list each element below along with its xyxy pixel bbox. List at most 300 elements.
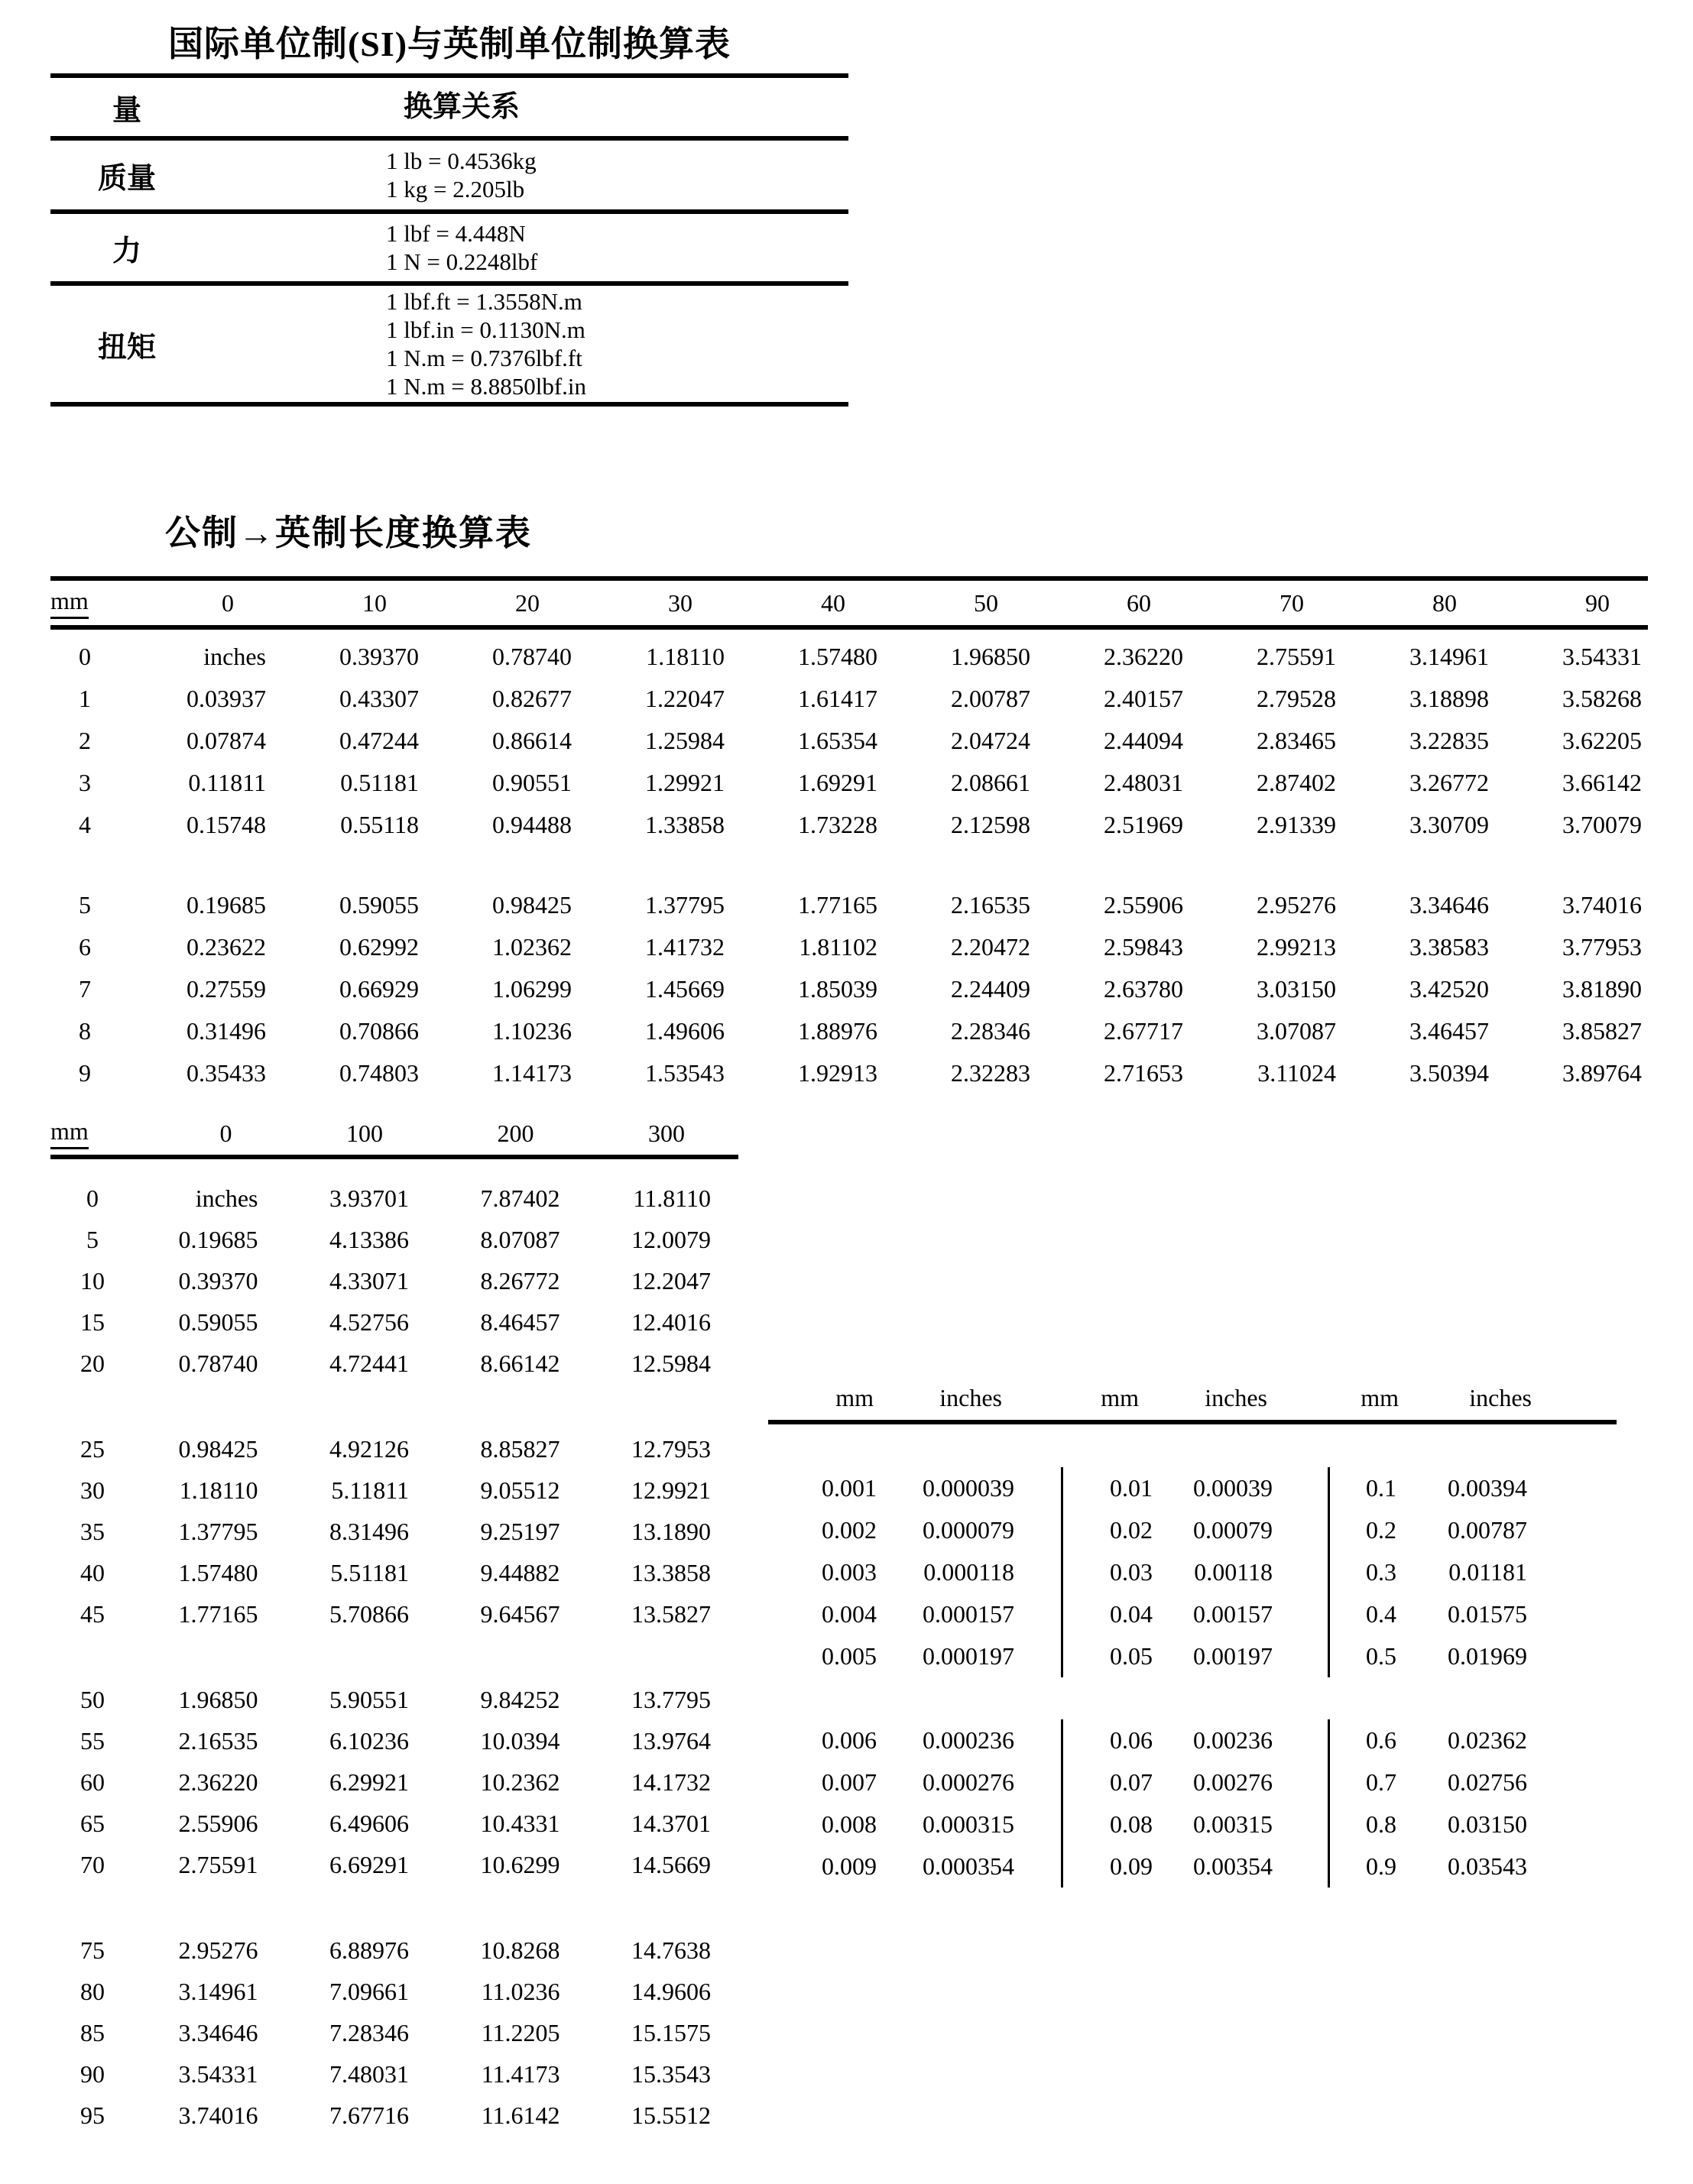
row-label: 25	[80, 1434, 105, 1463]
table-row	[50, 2095, 738, 2136]
table-cell: 0.55118	[340, 811, 419, 838]
table-cell: 3.66142	[1562, 769, 1642, 796]
table-row	[50, 1593, 738, 1635]
table-cell: 0.8	[1328, 1803, 1404, 1845]
table-cell: 0.06	[1061, 1719, 1160, 1761]
table-cell: 0.59055	[339, 891, 419, 919]
row-label: 35	[80, 1517, 105, 1545]
table-cell: 0.001	[822, 1474, 877, 1502]
table-cell: 0.00236	[1193, 1726, 1273, 1754]
row-label: 质量	[97, 162, 156, 195]
hundreds-table-header-row	[50, 1112, 738, 1159]
table-cell: 2.59843	[1104, 933, 1183, 961]
table-cell: inches	[203, 643, 266, 670]
row-label: 8	[79, 1017, 91, 1045]
table-cell: 15.1575	[631, 2018, 711, 2046]
table-cell: 6.88976	[329, 1936, 409, 1964]
table-cell: 3.54331	[178, 2059, 258, 2088]
row-label: 1	[79, 685, 91, 712]
row-label: 0	[86, 1184, 99, 1212]
table-cell: 8.07087	[480, 1225, 560, 1253]
table-cell: 0.19685	[186, 891, 266, 919]
row-group	[50, 1679, 738, 1885]
row-label: 50	[80, 1685, 105, 1713]
table-cell: 3.38583	[1409, 933, 1489, 961]
conversion-line: 1 N.m = 0.7376lbf.ft	[386, 345, 582, 371]
table-cell: 0.00157	[1193, 1600, 1273, 1628]
row-label: 60	[80, 1768, 105, 1796]
table-cell: 1.06299	[492, 975, 572, 1003]
row-label: 95	[80, 2101, 105, 2129]
table-row	[50, 1178, 738, 1219]
row-label: 30	[80, 1476, 105, 1504]
conversion-line: 1 lb = 0.4536kg	[386, 147, 537, 174]
table-cell: 6.10236	[329, 1726, 409, 1755]
table-cell: 2.36220	[178, 1768, 258, 1796]
table-cell: 3.70079	[1562, 811, 1642, 838]
table-cell: 2.08661	[951, 769, 1030, 796]
table-cell: 2.99213	[1257, 933, 1336, 961]
conversion-lines	[203, 147, 537, 203]
table-cell: 1.69291	[798, 769, 877, 796]
table-cell: 3.50394	[1409, 1059, 1489, 1087]
table-cell: 0.05	[1061, 1635, 1160, 1677]
table-cell: 2.71653	[1104, 1059, 1183, 1087]
table-cell: 2.28346	[951, 1017, 1030, 1045]
table-cell: 5.51181	[330, 1558, 409, 1586]
table-cell: 3.34646	[1409, 891, 1489, 919]
length-conversion-table	[50, 510, 1648, 1094]
table-cell: 0.01575	[1448, 1600, 1527, 1628]
table-cell: 13.3858	[631, 1558, 711, 1586]
table-cell: 0.39370	[178, 1266, 258, 1295]
table-cell: 0.7	[1328, 1761, 1404, 1803]
table-cell: 0.004	[822, 1600, 877, 1628]
table-cell: 14.7638	[631, 1936, 711, 1964]
table-cell: 3.14961	[1409, 643, 1489, 670]
table-cell: 0.00354	[1193, 1852, 1273, 1880]
table-cell: 12.7953	[631, 1434, 711, 1463]
table-cell: 3.34646	[178, 2018, 258, 2046]
table-cell: 1.92913	[798, 1059, 877, 1087]
table-cell: 0.35433	[186, 1059, 266, 1087]
table-cell: 0.90551	[492, 769, 572, 796]
table-cell: 2.32283	[951, 1059, 1030, 1087]
table-cell: 0.27559	[186, 975, 266, 1003]
table-row	[768, 1467, 1617, 1509]
table-cell: 3.93701	[329, 1184, 409, 1212]
length-table-title: 公制→英制长度换算表	[165, 514, 532, 552]
table-row	[50, 678, 1648, 720]
table-cell: 0.86614	[492, 727, 572, 754]
table-cell: 11.6142	[481, 2101, 560, 2129]
column-header: mm	[835, 1383, 874, 1411]
table-cell: 12.9921	[631, 1476, 711, 1504]
si-header-relation: 换算关系	[404, 90, 521, 123]
table-cell: 2.55906	[1104, 891, 1183, 919]
table-cell: 8.46457	[480, 1307, 560, 1336]
conversion-lines	[203, 219, 537, 276]
table-cell: 0.39370	[339, 643, 419, 670]
table-cell: 3.62205	[1562, 727, 1642, 754]
table-cell: 4.92126	[329, 1434, 409, 1463]
row-label: 3	[79, 769, 91, 796]
table-cell: 6.49606	[329, 1809, 409, 1837]
table-cell: 1.37795	[178, 1517, 258, 1545]
row-label: 力	[112, 235, 141, 267]
table-cell: 2.44094	[1104, 727, 1183, 754]
table-cell: 11.4173	[481, 2059, 560, 2088]
table-cell: 1.29921	[645, 769, 725, 796]
table-cell: 0.00079	[1193, 1516, 1273, 1544]
table-cell: 0.82677	[492, 685, 572, 712]
table-cell: 1.77165	[178, 1599, 258, 1628]
table-cell: 1.18110	[646, 643, 725, 670]
conversion-line: 1 lbf.ft = 1.3558N.m	[386, 288, 582, 315]
table-cell: 2.04724	[951, 727, 1030, 754]
table-cell: 2.36220	[1104, 643, 1183, 670]
table-cell: 3.11024	[1257, 1059, 1336, 1087]
length-table-body	[50, 636, 1648, 1094]
row-label: 15	[80, 1307, 105, 1336]
table-cell: 12.5984	[631, 1349, 711, 1377]
table-cell: 2.55906	[178, 1809, 258, 1837]
table-cell: 2.51969	[1104, 811, 1183, 838]
column-header: 300	[648, 1119, 685, 1147]
table-cell: 2.83465	[1257, 727, 1336, 754]
row-label: 0	[79, 643, 91, 670]
table-cell: 2.67717	[1104, 1017, 1183, 1045]
table-cell: 3.81890	[1562, 975, 1642, 1003]
table-cell: 0.11811	[188, 769, 266, 796]
corner-header-mm: mm	[50, 1117, 135, 1149]
table-cell: 3.89764	[1562, 1059, 1642, 1087]
table-row	[50, 2012, 738, 2053]
row-group	[50, 1930, 738, 2136]
table-cell: 2.95276	[1257, 891, 1336, 919]
table-cell: 0.09	[1061, 1845, 1160, 1888]
table-cell: 1.33858	[645, 811, 725, 838]
table-row	[50, 1260, 738, 1301]
table-cell: 0.000236	[923, 1726, 1014, 1754]
table-cell: 0.07	[1061, 1761, 1160, 1803]
column-header: 0	[222, 588, 234, 617]
table-cell: 2.91339	[1257, 811, 1336, 838]
column-header: inches	[1205, 1383, 1267, 1411]
column-header: 0	[219, 1119, 232, 1147]
table-cell: 12.2047	[631, 1266, 711, 1295]
table-cell: 10.4331	[480, 1809, 560, 1837]
table-row	[50, 214, 848, 286]
table-cell: 0.6	[1328, 1719, 1404, 1761]
column-header: 100	[346, 1119, 383, 1147]
table-row	[50, 884, 1648, 926]
conversion-lines	[203, 287, 586, 400]
table-cell: 3.03150	[1257, 975, 1336, 1003]
table-cell: 15.5512	[631, 2101, 711, 2129]
table-cell: 0.000118	[923, 1558, 1014, 1586]
table-cell: 0.000079	[923, 1516, 1014, 1544]
table-cell: 13.9764	[631, 1726, 711, 1755]
row-label: 85	[80, 2018, 105, 2046]
table-cell: 1.73228	[798, 811, 877, 838]
table-cell: 1.88976	[798, 1017, 877, 1045]
conversion-line: 1 kg = 2.205lb	[386, 176, 525, 203]
table-cell: 1.41732	[645, 933, 725, 961]
table-cell: 1.25984	[645, 727, 725, 754]
table-cell: 0.51181	[340, 769, 419, 796]
hundreds-table-body	[50, 1178, 738, 2136]
row-group	[50, 636, 1648, 846]
table-cell: 13.5827	[631, 1599, 711, 1628]
row-label: 40	[80, 1558, 105, 1586]
table-cell: 1.02362	[492, 933, 572, 961]
table-cell: 4.33071	[329, 1266, 409, 1295]
column-header: inches	[1469, 1383, 1532, 1411]
table-row	[50, 1052, 1648, 1094]
row-label: 65	[80, 1809, 105, 1837]
table-cell: 0.008	[822, 1810, 877, 1838]
table-cell: 5.90551	[329, 1685, 409, 1713]
table-row	[768, 1803, 1617, 1845]
table-cell: 3.22835	[1409, 727, 1489, 754]
table-cell: 0.02362	[1448, 1726, 1527, 1754]
table-cell: 0.04	[1061, 1593, 1160, 1635]
table-cell: 2.12598	[951, 811, 1030, 838]
table-row	[50, 1971, 738, 2012]
si-conversion-table	[50, 20, 848, 407]
table-cell: 0.000354	[923, 1852, 1014, 1880]
row-label: 20	[80, 1349, 105, 1377]
decimal-table-header-row	[768, 1376, 1617, 1424]
table-row	[768, 1593, 1617, 1635]
table-cell: 10.8268	[480, 1936, 560, 1964]
table-cell: 0.000197	[923, 1642, 1014, 1670]
table-cell: 9.84252	[480, 1685, 560, 1713]
table-cell: 8.85827	[480, 1434, 560, 1463]
table-cell: 2.75591	[1257, 643, 1336, 670]
table-row	[50, 762, 1648, 804]
table-cell: 2.24409	[951, 975, 1030, 1003]
conversion-line: 1 lbf.in = 0.1130N.m	[386, 316, 585, 343]
column-header: 50	[974, 588, 998, 617]
table-cell: 0.00118	[1194, 1558, 1273, 1586]
table-row	[50, 1679, 738, 1720]
row-label: 75	[80, 1936, 105, 1964]
table-row	[768, 1551, 1617, 1593]
table-cell: 2.75591	[178, 1850, 258, 1878]
table-cell: 0.74803	[339, 1059, 419, 1087]
table-cell: 1.96850	[178, 1685, 258, 1713]
table-cell: 9.44882	[480, 1558, 560, 1586]
table-cell: 14.5669	[631, 1850, 711, 1878]
table-row	[50, 926, 1648, 968]
table-cell: 0.19685	[178, 1225, 258, 1253]
table-row	[50, 141, 848, 214]
table-cell: 1.81102	[799, 933, 877, 961]
row-label: 9	[79, 1059, 91, 1087]
conversion-line: 1 N = 0.2248lbf	[386, 248, 538, 275]
table-cell: 13.7795	[631, 1685, 711, 1713]
table-cell: 0.005	[822, 1642, 877, 1670]
table-cell: 0.9	[1328, 1845, 1404, 1888]
table-cell: 1.37795	[645, 891, 725, 919]
table-cell: 0.08	[1061, 1803, 1160, 1845]
table-row	[50, 1428, 738, 1470]
table-cell: 1.57480	[178, 1558, 258, 1586]
column-header: 30	[668, 588, 692, 617]
table-row	[50, 1301, 738, 1343]
row-group	[768, 1719, 1617, 1888]
table-cell: 2.87402	[1257, 769, 1336, 796]
table-cell: 1.45669	[645, 975, 725, 1003]
row-label: 4	[79, 811, 91, 838]
table-cell: 14.1732	[631, 1768, 711, 1796]
table-cell: 1.49606	[645, 1017, 725, 1045]
table-row	[768, 1635, 1617, 1677]
table-cell: 0.01181	[1448, 1558, 1527, 1586]
table-cell: 0.009	[822, 1852, 877, 1880]
table-cell: 2.00787	[951, 685, 1030, 712]
conversion-line: 1 lbf = 4.448N	[386, 220, 526, 247]
table-cell: 0.59055	[178, 1307, 258, 1336]
table-cell: 10.0394	[480, 1726, 560, 1755]
table-row	[50, 1720, 738, 1761]
table-cell: 0.4	[1328, 1593, 1404, 1635]
row-label: 2	[79, 727, 91, 754]
table-cell: 0.00787	[1448, 1516, 1527, 1544]
table-cell: 0.00276	[1193, 1768, 1273, 1796]
table-row	[50, 1844, 738, 1885]
table-row	[50, 1343, 738, 1384]
table-row	[50, 286, 848, 402]
table-cell: 2.20472	[951, 933, 1030, 961]
table-row	[50, 720, 1648, 762]
table-cell: 1.18110	[179, 1476, 258, 1504]
table-cell: 0.000039	[923, 1474, 1014, 1502]
table-cell: 0.002	[822, 1516, 877, 1544]
table-row	[50, 1219, 738, 1260]
table-cell: 1.14173	[492, 1059, 572, 1087]
table-row	[50, 1010, 1648, 1052]
row-label: 10	[80, 1266, 105, 1295]
table-cell: inches	[195, 1184, 258, 1212]
table-cell: 1.53543	[645, 1059, 725, 1087]
table-cell: 8.26772	[480, 1266, 560, 1295]
table-cell: 3.54331	[1562, 643, 1642, 670]
corner-header-mm: mm	[50, 587, 119, 619]
table-cell: 1.77165	[798, 891, 877, 919]
column-header: inches	[939, 1383, 1002, 1411]
table-cell: 12.0079	[631, 1225, 711, 1253]
table-cell: 5.70866	[329, 1599, 409, 1628]
table-cell: 3.42520	[1409, 975, 1489, 1003]
table-cell: 0.03	[1061, 1551, 1160, 1593]
table-cell: 1.65354	[798, 727, 877, 754]
table-row	[50, 1930, 738, 1971]
table-row	[768, 1845, 1617, 1888]
table-cell: 1.61417	[798, 685, 877, 712]
row-label: 5	[86, 1225, 99, 1253]
table-cell: 1.22047	[645, 685, 725, 712]
table-cell: 0.000276	[923, 1768, 1014, 1796]
table-cell: 0.1	[1328, 1467, 1404, 1509]
row-group	[768, 1467, 1617, 1677]
table-cell: 0.5	[1328, 1635, 1404, 1677]
table-cell: 0.007	[822, 1768, 877, 1796]
table-cell: 11.2205	[481, 2018, 560, 2046]
si-table-title: 国际单位制(SI)与英制单位制换算表	[167, 24, 731, 63]
table-cell: 0.02	[1061, 1509, 1160, 1551]
table-cell: 2.16535	[178, 1726, 258, 1755]
table-cell: 4.52756	[329, 1307, 409, 1336]
row-label: 70	[80, 1850, 105, 1878]
table-cell: 0.02756	[1448, 1768, 1527, 1796]
table-cell: 0.01	[1061, 1467, 1160, 1509]
column-header: 80	[1432, 588, 1457, 617]
table-row	[50, 968, 1648, 1010]
table-cell: 7.87402	[480, 1184, 560, 1212]
table-cell: 0.03937	[186, 685, 266, 712]
table-cell: 3.74016	[1562, 891, 1642, 919]
table-cell: 1.10236	[492, 1017, 572, 1045]
table-cell: 3.30709	[1409, 811, 1489, 838]
table-cell: 3.46457	[1409, 1017, 1489, 1045]
decimal-table-body	[768, 1467, 1617, 1888]
table-cell: 0.66929	[339, 975, 419, 1003]
table-cell: 4.13386	[329, 1225, 409, 1253]
table-cell: 0.62992	[339, 933, 419, 961]
table-cell: 15.3543	[631, 2059, 711, 2088]
table-cell: 1.85039	[798, 975, 877, 1003]
row-group	[50, 884, 1648, 1094]
table-row	[768, 1761, 1617, 1803]
table-cell: 11.8110	[633, 1184, 711, 1212]
row-label: 7	[79, 975, 91, 1003]
table-cell: 1.57480	[798, 643, 877, 670]
row-label: 5	[79, 891, 91, 919]
table-cell: 0.94488	[492, 811, 572, 838]
table-cell: 0.03150	[1448, 1810, 1527, 1838]
table-cell: 0.3	[1328, 1551, 1404, 1593]
decimal-conversion-table	[768, 1376, 1617, 1888]
table-row	[768, 1509, 1617, 1551]
table-cell: 3.74016	[178, 2101, 258, 2129]
row-group	[50, 1428, 738, 1635]
table-cell: 0.98425	[178, 1434, 258, 1463]
table-cell: 0.23622	[186, 933, 266, 961]
table-row	[50, 1511, 738, 1552]
table-cell: 9.05512	[480, 1476, 560, 1504]
column-header: 10	[362, 588, 387, 617]
table-cell: 0.15748	[186, 811, 266, 838]
conversion-line: 1 N.m = 8.8850lbf.in	[386, 373, 587, 400]
table-cell: 0.006	[822, 1726, 877, 1754]
table-cell: 0.78740	[492, 643, 572, 670]
table-cell: 0.000157	[923, 1600, 1014, 1628]
table-cell: 7.09661	[329, 1977, 409, 2005]
column-header: mm	[1361, 1383, 1399, 1411]
table-row	[768, 1719, 1617, 1761]
table-cell: 2.40157	[1104, 685, 1183, 712]
table-cell: 3.26772	[1409, 769, 1489, 796]
table-cell: 3.18898	[1409, 685, 1489, 712]
table-cell: 0.03543	[1448, 1852, 1527, 1880]
column-header: mm	[1101, 1383, 1139, 1411]
table-cell: 14.9606	[631, 1977, 711, 2005]
table-cell: 0.70866	[339, 1017, 419, 1045]
table-cell: 3.77953	[1562, 933, 1642, 961]
